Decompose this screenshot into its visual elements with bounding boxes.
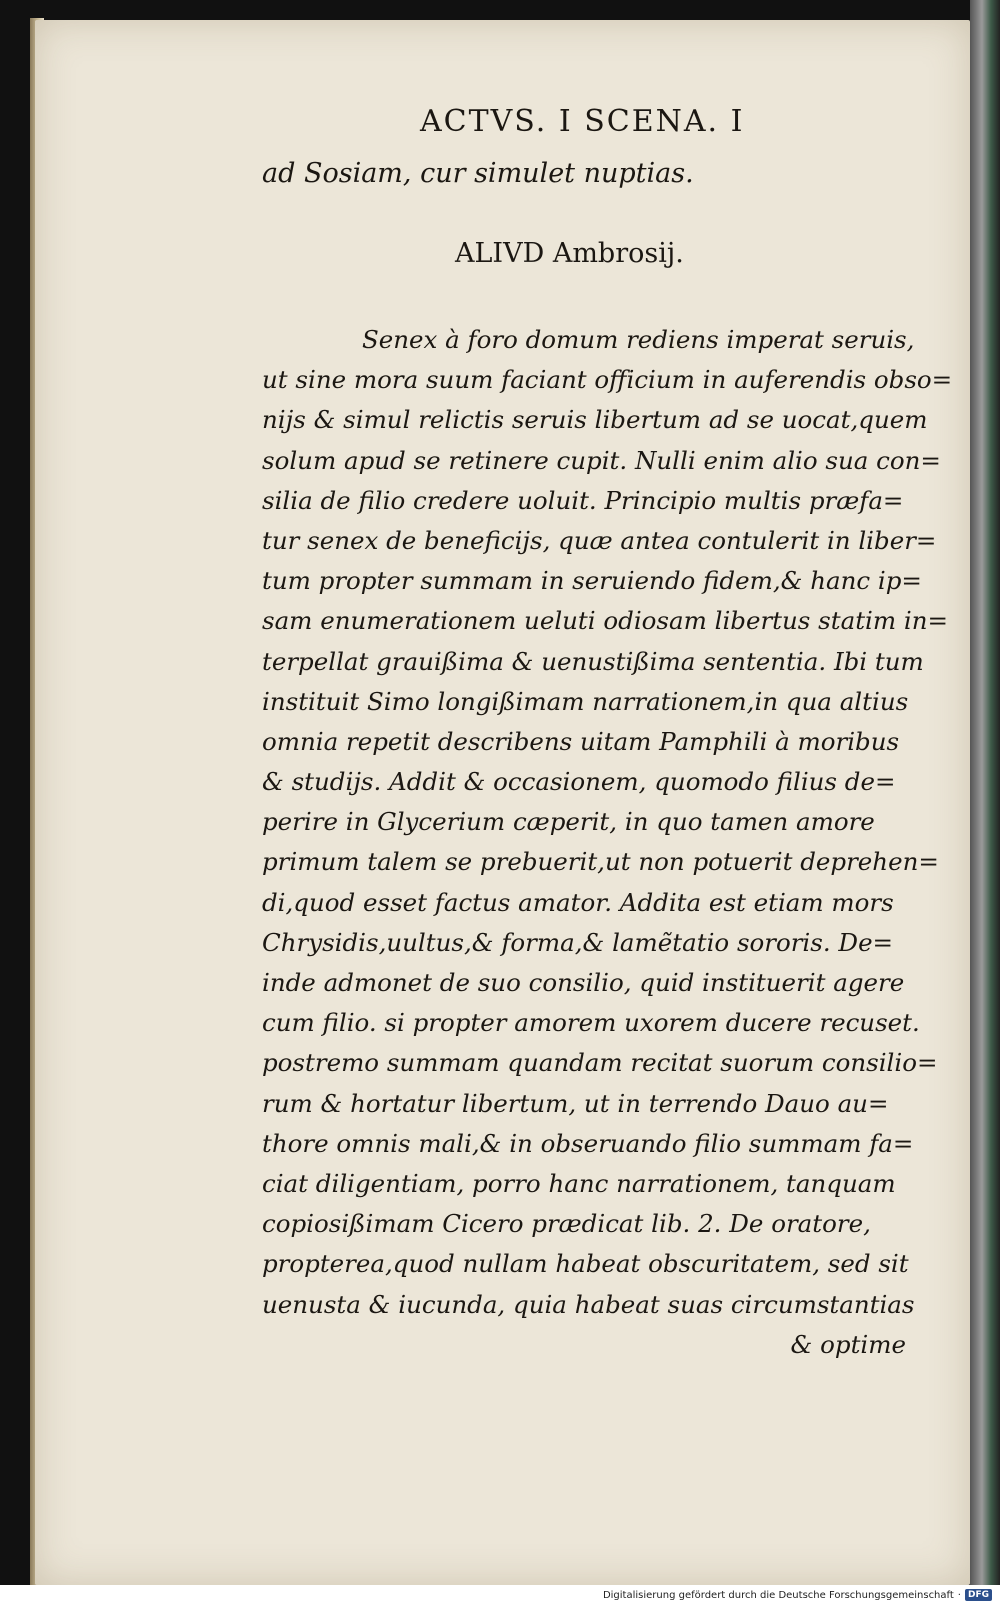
catch-line: ad Sosiam, cur simulet nuptias. xyxy=(262,158,694,189)
text-line: silia de filio credere uoluit. Principio multis præfa= xyxy=(262,485,904,515)
text-line: primum talem se prebuerit,ut non potuerit deprehen= xyxy=(262,847,939,877)
text-line: cum filio. si propter amorem uxorem ducere recuset. xyxy=(262,1008,920,1038)
text-line: nijs & simul relictis seruis libertum ad se uocat,quem xyxy=(262,405,928,435)
text-line: tur senex de beneficijs, quæ antea contulerit in liber= xyxy=(262,525,937,555)
credit-text: Digitalisierung gefördert durch die Deutsche Forschungsgemeinschaft xyxy=(602,1589,954,1601)
text-line: ciat diligentiam, porro hanc narrationem, tanquam xyxy=(262,1168,896,1198)
text-line: & studijs. Addit & occasionem, quomodo filius de= xyxy=(262,767,896,797)
text-line: uenusta & iucunda, quia habeat suas circumstantias xyxy=(262,1289,915,1319)
text-line: inde admonet de suo consilio, quid instituerit agere xyxy=(262,968,905,997)
text-line: omnia repetit describens uitam Pamphili à moribus xyxy=(262,726,900,756)
text-line: di,quod esset factus amator. Addita est etiam mors xyxy=(262,887,894,917)
text-line: rum & hortatur libertum, ut in terrendo Dauo au= xyxy=(262,1088,889,1118)
text-line-catchword: & optime xyxy=(790,1329,906,1359)
text-line: instituit Simo longißimam narrationem,in qua altius xyxy=(262,686,909,716)
text-line: copiosißimam Cicero prædicat lib. 2. De oratore, xyxy=(262,1209,871,1239)
text-line: propterea,quod nullam habeat obscuritatem, sed sit xyxy=(262,1249,909,1279)
book-edge-right xyxy=(970,0,1000,1607)
text-line: perire in Glycerium cæperit, in quo tamen amore xyxy=(262,807,875,837)
text-line: postremo summam quandam recitat suorum consilio= xyxy=(262,1048,938,1078)
text-line: sam enumerationem ueluti odiosam libertus statim in= xyxy=(262,606,949,636)
dfg-logo: DFG xyxy=(965,1589,992,1601)
text-line: solum apud se retinere cupit. Nulli enim alio sua con= xyxy=(262,445,941,475)
body-text xyxy=(262,320,953,1365)
text-line: Chrysidis,uultus,& forma,& lamẽtatio sororis. De= xyxy=(262,927,894,957)
text-line: tum propter summam in seruiendo fidem,& hanc ip= xyxy=(262,566,922,596)
section-heading: ALIVD Ambrosij. xyxy=(455,238,684,269)
text-line: terpellat grauißima & uenustißima sententia. Ibi tum xyxy=(262,646,924,676)
digitization-credit: Digitalisierung gefördert durch die Deutsche Forschungsgemeinschaft · DFG xyxy=(603,1589,992,1601)
text-line: ut sine mora suum faciant officium in auferendis obso= xyxy=(262,365,953,395)
running-head: ACTVS. I SCENA. I xyxy=(420,104,745,139)
text-line: Senex à foro domum rediens imperat seruis, xyxy=(362,325,915,354)
text-line: thore omnis mali,& in obseruando filio summam fa= xyxy=(262,1128,914,1158)
